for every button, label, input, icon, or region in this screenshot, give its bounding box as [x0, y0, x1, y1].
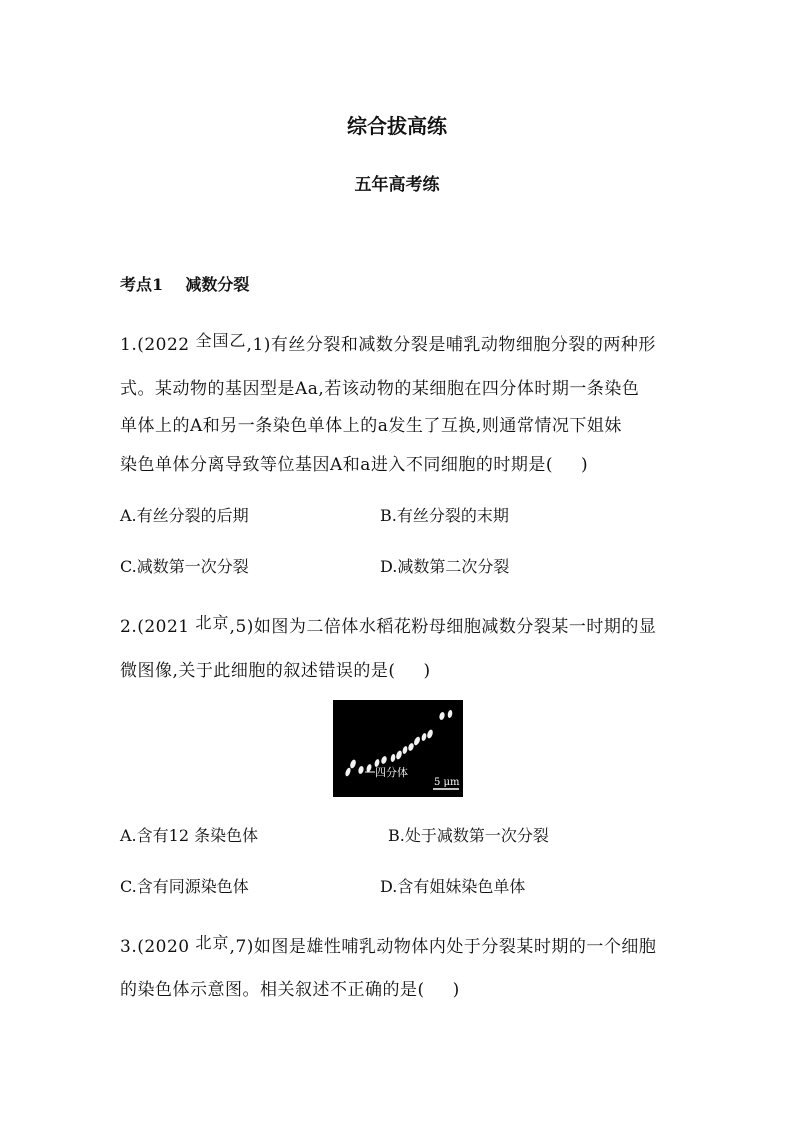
question-1-option-d: D.减数第二次分裂 — [380, 557, 510, 576]
question-3-ref: ,7) — [229, 937, 254, 957]
question-1-line-2: 式。某动物的基因型是Aa,若该动物的某细胞在四分体时期一条染色 — [120, 379, 640, 399]
question-1-line-4: 染色单体分离导致等位基因A和a进入不同细胞的时期是( ) — [120, 455, 589, 475]
section-name: 减数分裂 — [185, 275, 250, 294]
question-2-source: 北京 — [195, 613, 230, 632]
page-title: 综合拔高练 — [347, 114, 447, 138]
question-1-option-c: C.减数第一次分裂 — [120, 557, 249, 576]
page-subtitle: 五年高考练 — [354, 175, 440, 195]
question-1-text: 有丝分裂和减数分裂是哺乳动物细胞分裂的两种形 — [270, 335, 656, 355]
question-2-option-d: D.含有姐妹染色单体 — [380, 877, 526, 896]
chromosome-blob — [421, 733, 427, 742]
question-2-number: 2.(2021 — [120, 617, 196, 637]
question-2-option-b: B.处于减数第一次分裂 — [388, 826, 549, 845]
scale-bar-label: 5 μm — [434, 777, 460, 788]
question-2-option-c: C.含有同源染色体 — [120, 877, 249, 896]
question-1-option-a: A.有丝分裂的后期 — [120, 506, 249, 525]
question-3-text: 如图是雄性哺乳动物体内处于分裂某时期的一个细胞 — [253, 937, 657, 957]
chromosome-blob — [395, 750, 403, 760]
question-2-line-1 — [120, 612, 656, 637]
micrograph-figure — [333, 700, 463, 797]
question-2-option-a: A.含有12 条染色体 — [120, 826, 259, 845]
section-heading — [120, 272, 249, 295]
chromosome-blob — [349, 759, 357, 769]
chromosome-blob — [344, 767, 351, 777]
chromosome-blob — [426, 729, 434, 739]
section-label: 考点1 — [120, 275, 164, 294]
chromosome-blob — [413, 736, 421, 746]
question-3-line-1 — [120, 932, 656, 957]
micrograph-image — [333, 700, 463, 797]
chromosome-blob — [439, 711, 446, 720]
question-1-option-b: B.有丝分裂的末期 — [380, 506, 509, 525]
question-1-line-3: 单体上的A和另一条染色单体上的a发生了互换,则通常情况下姐妹 — [120, 416, 622, 436]
question-2-ref: ,5) — [229, 617, 254, 637]
chromosome-blob — [407, 742, 414, 751]
question-1-ref: ,1) — [246, 335, 271, 355]
chromosome-blob — [402, 746, 408, 755]
chromosome-blob — [380, 755, 387, 764]
question-1-number: 1.(2022 — [120, 335, 196, 355]
question-2-text: 如图为二倍体水稻花粉母细胞减数分裂某一时期的显 — [253, 617, 657, 637]
chromosome-blob — [447, 710, 453, 719]
chromosome-blob — [390, 754, 396, 763]
question-3-line-2: 的染色体示意图。相关叙述不正确的是( ) — [120, 980, 460, 1000]
question-1-line-1 — [120, 330, 656, 355]
question-3-number: 3.(2020 — [120, 937, 196, 957]
chromosome-blob — [358, 765, 365, 774]
figure-label: 四分体 — [375, 766, 408, 779]
chromosome-blob — [366, 763, 373, 772]
question-2-line-2: 微图像,关于此细胞的叙述错误的是( ) — [120, 661, 431, 681]
question-1-source: 全国乙 — [195, 331, 247, 350]
question-3-source: 北京 — [195, 933, 230, 952]
